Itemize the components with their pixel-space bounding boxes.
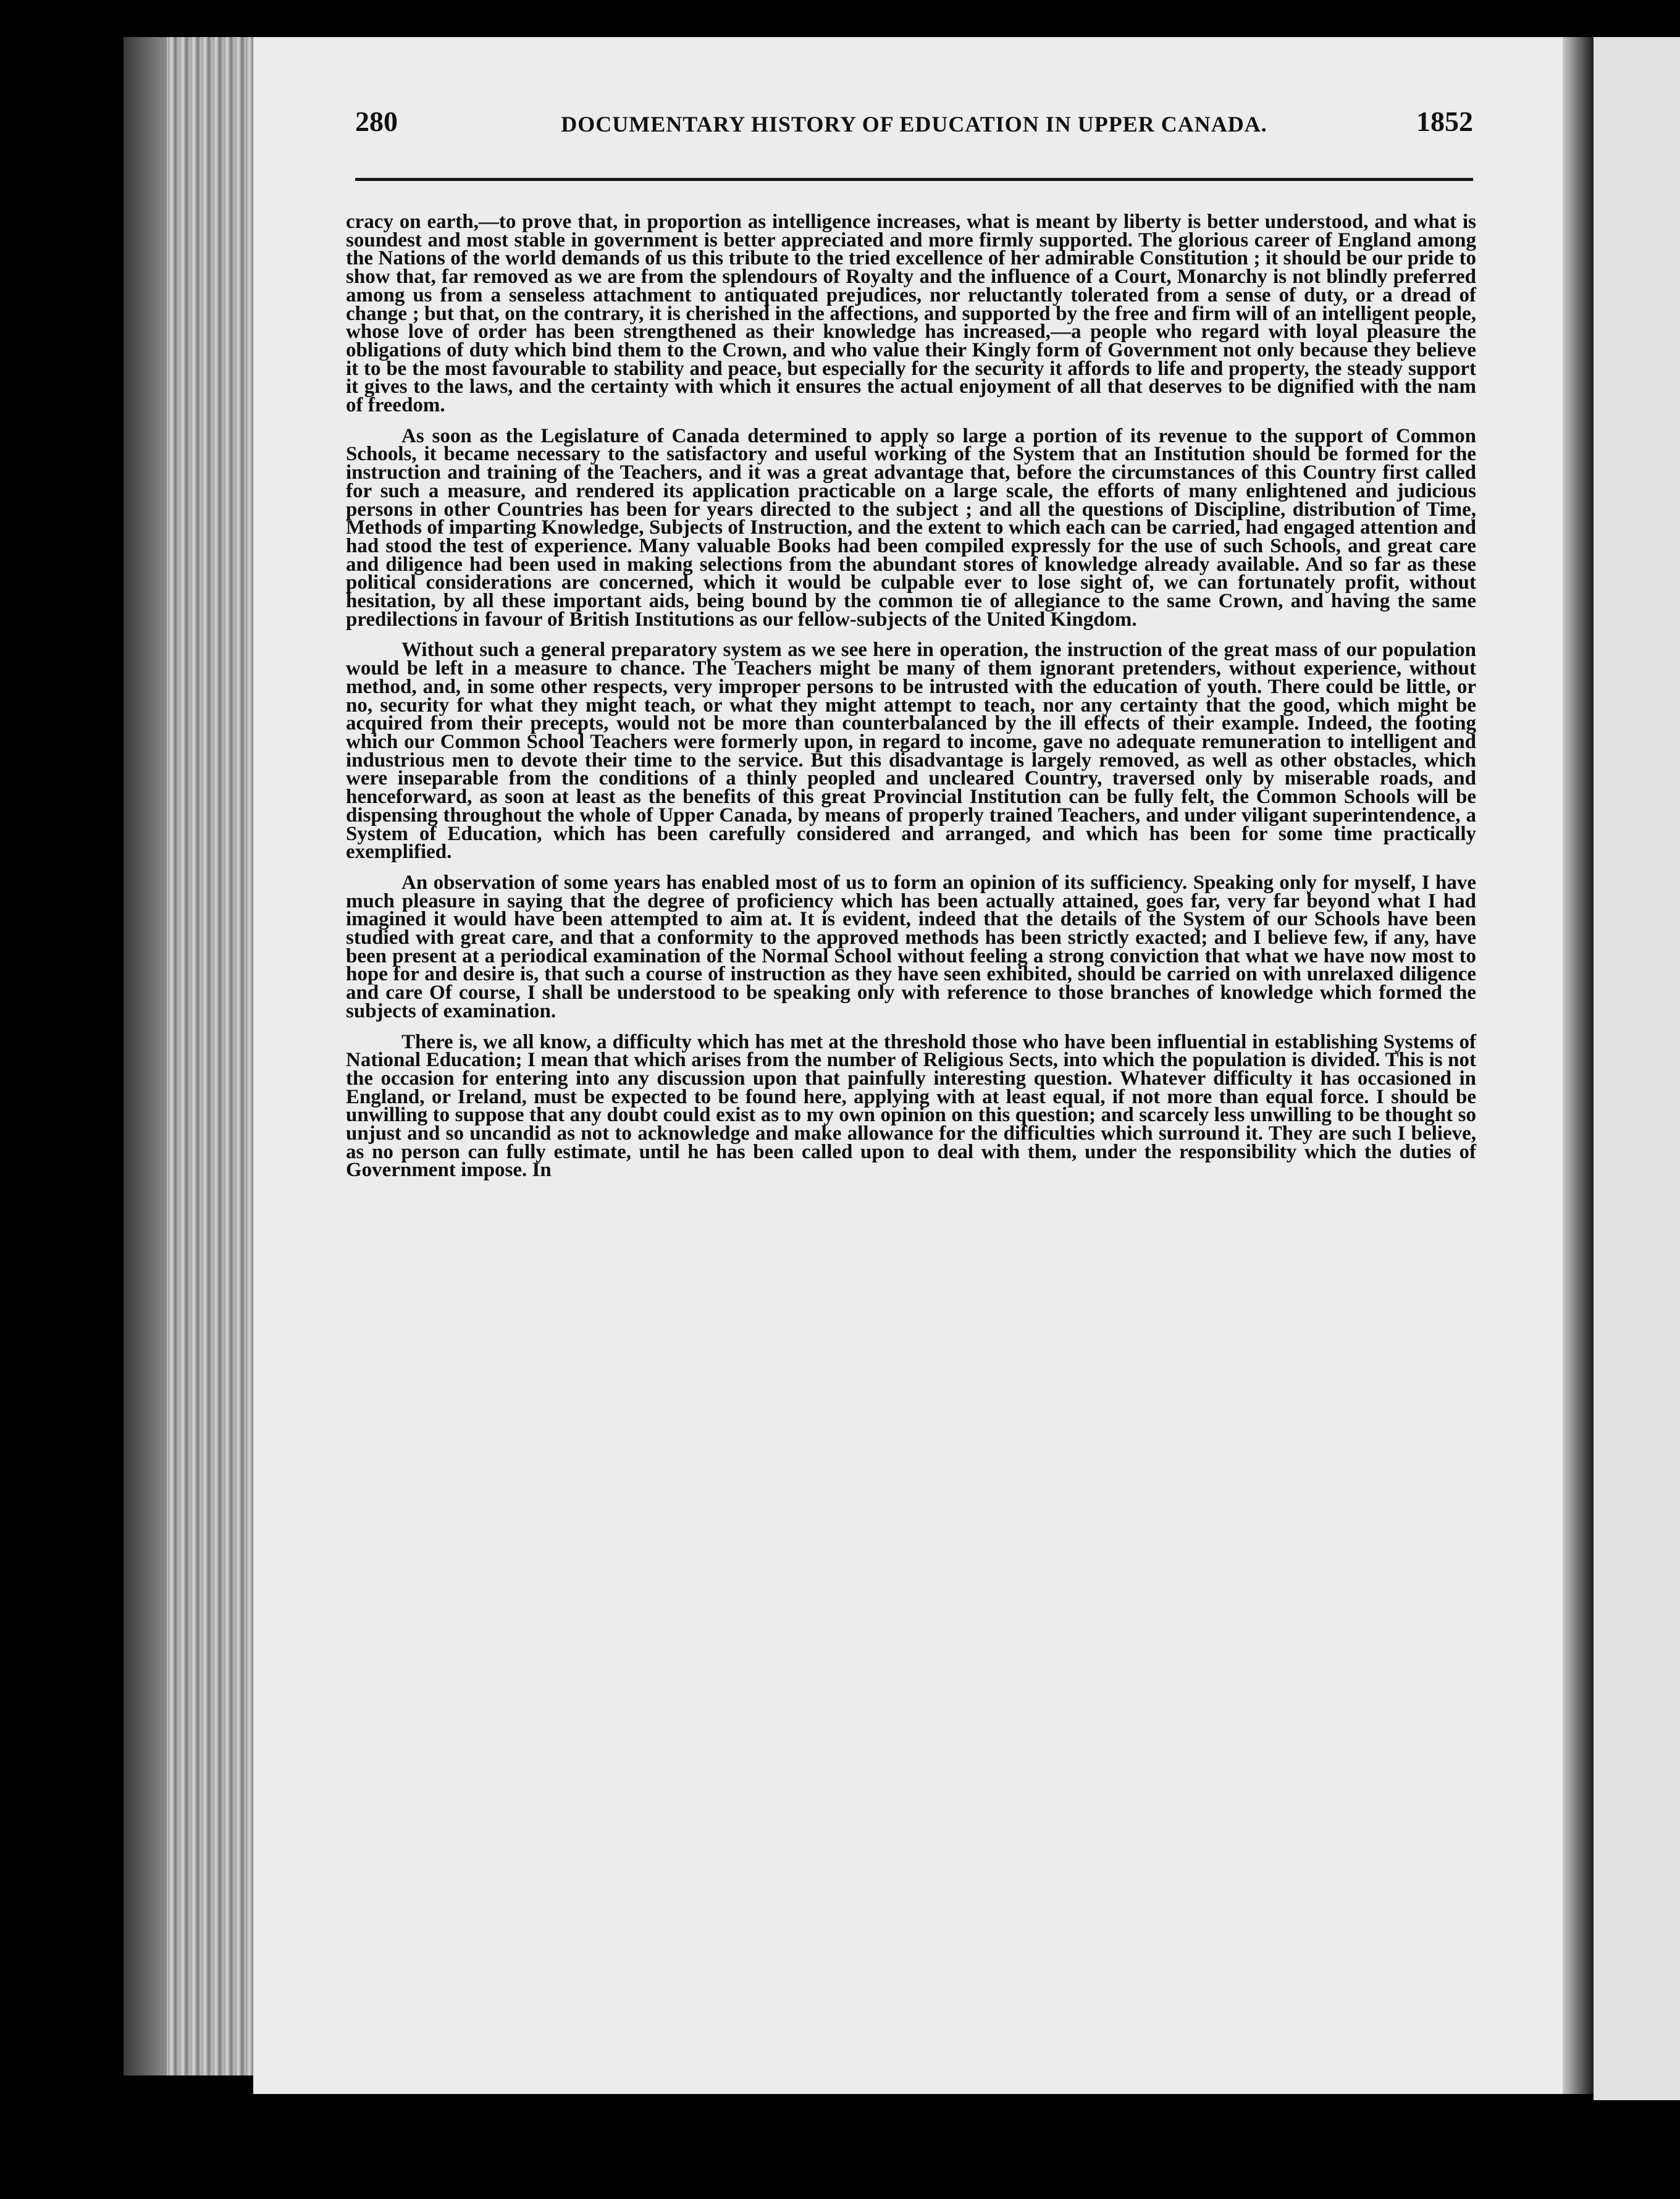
paragraph: As soon as the Legislature of Canada determined to apply so large a portion of its revenue to the support of Common Schools, it became necessary to the satisfactory and useful working of the System that an Institution should be formed for the instruction and training of the Teachers, and it was a great advantage that, before the circumstances of this Country first called for such a measure, and rendered its application practicable on a large scale, the efforts of many enlightened and judicious persons in other Countries has been for years directed to the subject ; and all the questions of Discipline, distribution of Time, Methods of imparting Knowledge, Subjects of Instruction, and the extent to which each can be carried, had engaged attention and had stood the test of experience. Many valuable Books had been compiled expressly for the use of such Schools, and great care and diligence had been used in making selections from the abundant stores of knowledge already available. And so far as these political considerations are concerned, which it would be culpable ever to lose sight of, we can fortunately profit, without hesitation, by all these important aids, being bound by the common tie of allegiance to the same Crown, and having the same predilections in favour of British Institutions as our fellow-subjects of the United Kingdom.: [346, 424, 1476, 631]
header-rule: [355, 178, 1473, 181]
paragraph: cracy on earth,—to prove that, in proportion as intelligence increases, what is meant by liberty is better understood, and what is soundest and most stable in government is better appreciated and more firmly supported. The glorious career of England among the Nations of the world demands of us this tribute to the tried excellence of her admirable Constitution ; it should be our pride to show that, far removed as we are from the splendours of Royalty and the influence of a Court, Monarchy is not blindly preferred among us from a senseless attachment to antiquated prejudices, nor reluctantly tolerated from a sense of duty, or a dread of change ; but that, on the contrary, it is cherished in the affections, and supported by the free and firm will of an intelligent people, whose love of order has been strengthened as their knowledge has increased,—a people who regard with loyal pleasure the obligations of duty which bind them to the Crown, and who value their Kingly form of Government not only because they believe it to be the most favourable to stability and peace, but especially for the security it affords to life and property, the steady support it gives to the laws, and the certainty with which it ensures the actual enjoyment of all that deserves to be dignified with the nam of freedom.: [346, 211, 1476, 417]
adjacent-page-edge: [1594, 37, 1680, 2100]
book-page: [253, 37, 1563, 2094]
paragraph: There is, we all know, a difficulty which has met at the threshold those who have been influential in establishing Systems of National Education; I mean that which arises from the number of Religious Sects, into which the population is divided. This is not the occasion for entering into any discussion upon that painfully interesting question. Whatever difficulty it has occasioned in England, or Ireland, must be expected to be found here, applying with at least equal, if not more than equal force. I should be unwilling to suppose that any doubt could exist as to my own opinion on this question; and scarcely less unwilling to be thought so unjust and so uncandid as not to acknowledge and make allowance for the difficulties which surround it. They are such I believe, as no person can fully estimate, until he has been called upon to deal with them, under the responsibility which the duties of Government impose. In: [346, 1030, 1476, 1182]
header-year: 1852: [1416, 106, 1473, 137]
body-text: [346, 213, 1476, 1192]
paragraph: An observation of some years has enabled most of us to form an opinion of its sufficiency. Speaking only for myself, I have much pleasure in saying that the degree of proficiency which has been actually attained, goes far, very far beyond what I had imagined it would have been attempted to aim at. It is evident, indeed that the details of the System of our Schools have been studied with great care, and that a conformity to the approved methods has been strictly exacted; and I believe few, if any, have been present at a periodical examination of the Normal School without feeling a strong conviction that what we have now most to hope for and desire is, that such a course of instruction as they have seen exhibited, should be carried on with unrelaxed diligence and care Of course, I shall be understood to be speaking only with reference to those branches of knowledge which formed the subjects of examination.: [346, 871, 1476, 1022]
page-number: 280: [355, 106, 398, 137]
running-title: DOCUMENTARY HISTORY OF EDUCATION IN UPPER CANADA.: [561, 112, 1267, 137]
page-header: [355, 105, 1473, 154]
paragraph: Without such a general preparatory system as we see here in operation, the instruction of the great mass of our population would be left in a measure to chance. The Teachers might be many of them ignorant pretenders, without experience, without method, and, in some other respects, very improper persons to be intrusted with the education of youth. There could be little, or no, security for what they might teach, or what they might attempt to teach, nor any certainty that the good, which might be acquired from their precepts, would not be more than counterbalanced by the ill effects of their example. Indeed, the footing which our Common School Teachers were formerly upon, in regard to income, gave no adequate remuneration to intelligent and industrious men to devote their time to the service. But this disadvantage is largely removed, as well as other obstacles, which were inseparable from the conditions of a thinly peopled and uncleared Country, traversed only by miserable roads, and henceforward, as soon at least as the benefits of this great Provincial Institution can be fully felt, the Common Schools will be dispensing throughout the whole of Upper Canada, by means of properly trained Teachers, and under viligant superintendence, a System of Education, which has been carefully considered and arranged, and which has been for some time practically exemplified.: [346, 639, 1476, 864]
book-spine-shadow: [124, 37, 167, 2075]
gutter-shadow: [1563, 37, 1594, 2094]
